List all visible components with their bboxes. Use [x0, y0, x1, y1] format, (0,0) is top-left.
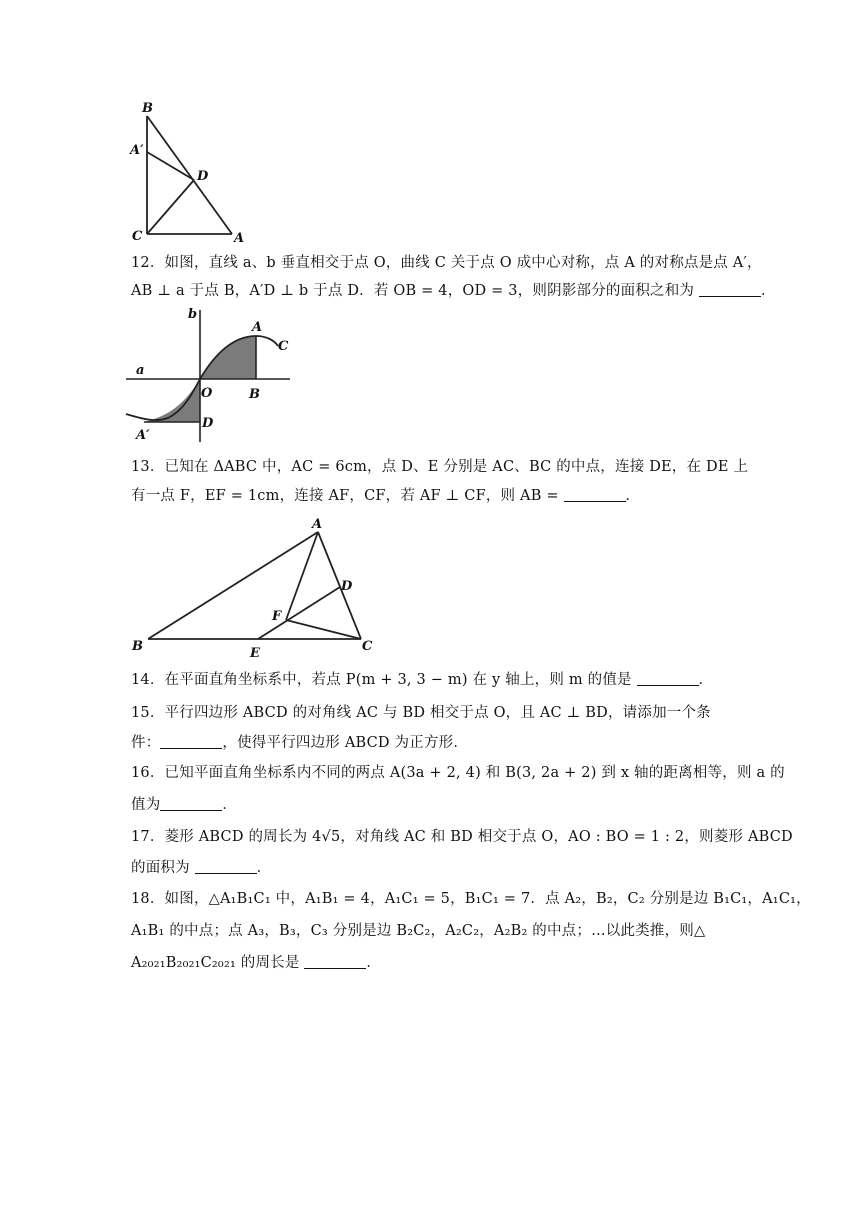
q12-answer-blank[interactable]: [699, 282, 761, 297]
q14-answer-blank[interactable]: [637, 671, 699, 686]
q18-line3: A₂₀₂₁B₂₀₂₁C₂₀₂₁ 的周长是 ．: [131, 955, 382, 971]
label-A-prime: A′: [136, 428, 150, 443]
q18-line2: A₁B₁ 的中点；点 A₃，B₃，C₃ 分别是边 B₂C₂，A₂C₂，A₂B₂ 的中点；…以此类推，则△: [131, 923, 706, 939]
label-a: a: [136, 363, 145, 378]
label-C: C: [362, 639, 373, 654]
q16-line1: 16．已知平面直角坐标系内不同的两点 A(3a + 2, 4) 和 B(3, 2a + 2) 到 x 轴的距离相等，则 a 的: [131, 765, 785, 781]
label-A-prime: A′: [130, 143, 144, 158]
label-C: C: [132, 229, 143, 244]
q18-answer-blank[interactable]: [304, 954, 366, 969]
q18-line1: 18．如图，△A₁B₁C₁ 中，A₁B₁ = 4，A₁C₁ = 5，B₁C₁ = 7．点 A₂，B₂，C₂ 分别是边 B₁C₁，A₁C₁，: [131, 891, 811, 907]
label-A: A: [312, 517, 323, 532]
q17-line2: 的面积为 ．: [131, 860, 272, 876]
label-B: B: [142, 101, 153, 116]
q16-line2: 值为 ．: [131, 797, 238, 813]
q13-line2: 有一点 F，EF = 1cm，连接 AF，CF，若 AF ⊥ CF，则 AB = ．: [131, 488, 641, 504]
label-D: D: [202, 416, 214, 431]
label-A: A: [252, 320, 263, 335]
q13-line1: 13．已知在 ΔABC 中，AC = 6cm，点 D、E 分别是 AC、BC 的中点，连接 DE，在 DE 上: [131, 459, 749, 475]
label-B: B: [132, 639, 143, 654]
q17-line1: 17．菱形 ABCD 的周长为 4√5，对角线 AC 和 BD 相交于点 O，AO : BO = 1 : 2，则菱形 ABCD: [131, 829, 793, 845]
q16-answer-blank[interactable]: [160, 796, 222, 811]
curve-figure-12: [124, 302, 304, 447]
q12-line2: AB ⊥ a 于点 B，A′D ⊥ b 于点 D．若 OB = 4，OD = 3，则阴影部分的面积之和为 ．: [131, 283, 776, 299]
label-D: D: [197, 169, 209, 184]
label-A: A: [234, 231, 245, 246]
q13-answer-blank[interactable]: [564, 487, 626, 502]
q15-line1: 15．平行四边形 ABCD 的对角线 AC 与 BD 相交于点 O，且 AC ⊥ BD，请添加一个条: [131, 705, 711, 721]
label-O: O: [201, 386, 213, 401]
label-C: C: [278, 339, 289, 354]
label-b: b: [188, 307, 198, 322]
q14-line: 14．在平面直角坐标系中，若点 P(m + 3, 3 − m) 在 y 轴上，则 m 的值是 ．: [131, 672, 714, 688]
label-D: D: [341, 579, 353, 594]
label-B: B: [249, 387, 260, 402]
triangle-figure-13: [128, 514, 378, 664]
q15-line2: 件： ，使得平行四边形 ABCD 为正方形．: [131, 735, 469, 751]
label-E: E: [250, 646, 260, 661]
label-F: F: [272, 609, 282, 624]
triangle-figure-11: [128, 98, 258, 248]
q15-answer-blank[interactable]: [160, 734, 222, 749]
q17-answer-blank[interactable]: [195, 859, 257, 874]
q12-line1: 12．如图，直线 a、b 垂直相交于点 O，曲线 C 关于点 O 成中心对称，点 A 的对称点是点 A′，: [131, 255, 762, 271]
